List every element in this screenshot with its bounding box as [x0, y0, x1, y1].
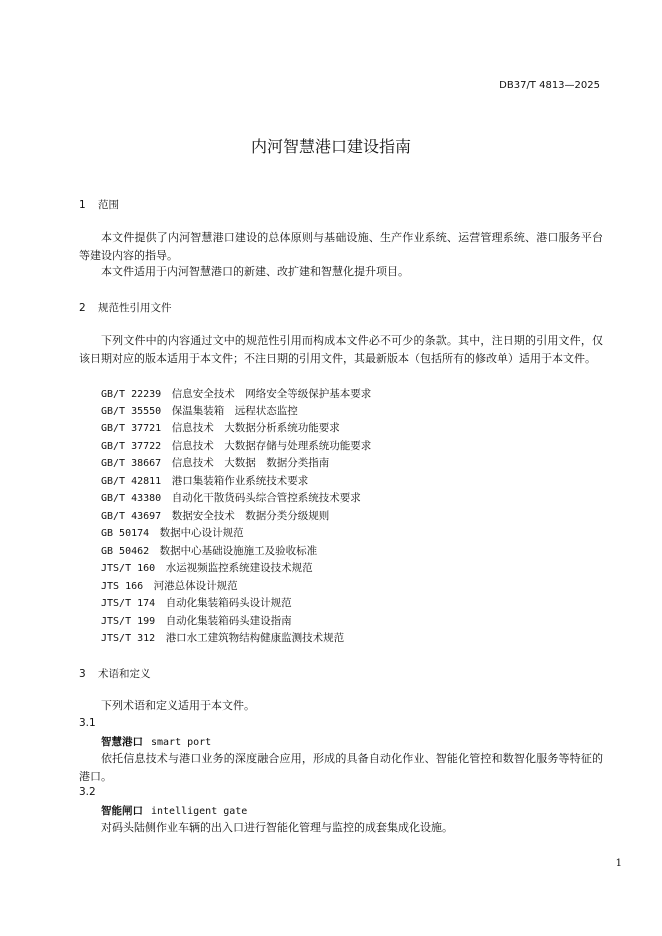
reference-title: 信息安全技术 网络安全等级保护基本要求 [171, 388, 372, 400]
reference-title: 自动化集装箱码头设计规范 [165, 597, 292, 609]
terms-intro-paragraph: 下列术语和定义适用于本文件。 [101, 699, 255, 712]
reference-title: 保温集装箱 远程状态监控 [171, 405, 298, 417]
reference-code: GB 50462 [101, 546, 150, 557]
reference-title: 水运视频监控系统建设技术规范 [165, 562, 313, 574]
reference-title: 河港总体设计规范 [153, 580, 238, 592]
reference-code: JTS 166 [101, 581, 144, 592]
section-number: 1 [79, 199, 86, 211]
reference-code: GB/T 43697 [101, 511, 162, 522]
term-definition: 依托信息技术与港口业务的深度融合应用，形成的具备自动化作业、智能化管控和数智化服务等特征的港口。 [79, 752, 603, 783]
section-number: 2 [79, 302, 86, 314]
reference-item [101, 613, 292, 628]
reference-title: 港口水工建筑物结构健康监测技术规范 [165, 632, 345, 644]
document-title: 内河智慧港口建设指南 [250, 137, 411, 156]
section-number: 3 [79, 668, 86, 680]
reference-item [101, 473, 308, 488]
term-chinese: 智能闸口 [101, 805, 143, 817]
term-name [101, 803, 247, 818]
reference-code: JTS/T 199 [101, 616, 156, 627]
reference-item [101, 386, 371, 401]
reference-title: 港口集装箱作业系统技术要求 [171, 475, 309, 487]
reference-code: GB/T 37721 [101, 423, 162, 434]
reference-code: GB/T 22239 [101, 389, 162, 400]
reference-title: 数据中心基础设施施工及验收标准 [159, 545, 318, 557]
reference-item [101, 455, 329, 470]
reference-title: 数据安全技术 数据分类分级规则 [171, 510, 330, 522]
reference-code: GB 50174 [101, 528, 150, 539]
reference-item [101, 438, 371, 453]
reference-item [101, 560, 313, 575]
reference-code: GB/T 35550 [101, 406, 162, 417]
reference-code: JTS/T 160 [101, 563, 156, 574]
reference-item [101, 543, 317, 558]
reference-title: 自动化集装箱码头建设指南 [165, 615, 292, 627]
reference-code: GB/T 43380 [101, 493, 162, 504]
section-heading-scope [79, 197, 119, 212]
reference-code: GB/T 38667 [101, 458, 162, 469]
reference-item [101, 403, 298, 418]
reference-item [101, 595, 292, 610]
references-paragraph: 下列文件中的内容通过文中的规范性引用而构成本文件必不可少的条款。其中，注日期的引用文件，仅该日期对应的版本适用于本文件；不注日期的引用文件，其最新版本（包括所有的修改单）适用于本文件。 [79, 334, 603, 365]
reference-title: 自动化干散货码头综合管控系统技术要求 [171, 492, 361, 504]
document-number: DB37/T 4813—2025 [499, 80, 600, 91]
reference-title: 数据中心设计规范 [159, 527, 244, 539]
term-chinese: 智慧港口 [101, 736, 143, 748]
scope-paragraph-2: 本文件适用于内河智慧港口的新建、改扩建和智慧化提升项目。 [101, 265, 409, 278]
reference-item [101, 578, 238, 593]
reference-code: GB/T 37722 [101, 441, 162, 452]
section-title: 术语和定义 [98, 668, 151, 680]
page-number: 1 [615, 858, 622, 869]
reference-item [101, 525, 244, 540]
section-title: 规范性引用文件 [98, 302, 172, 314]
scope-paragraph-1: 本文件提供了内河智慧港口建设的总体原则与基础设施、生产作业系统、运营管理系统、港口服务平台等建设内容的指导。 [79, 231, 603, 262]
section-heading-terms [79, 666, 151, 681]
reference-code: GB/T 42811 [101, 476, 162, 487]
reference-item [101, 630, 344, 645]
term-definition: 对码头陆侧作业车辆的出入口进行智能化管理与监控的成套集成化设施。 [101, 821, 453, 834]
term-english: intelligent gate [151, 806, 248, 817]
reference-item [101, 490, 361, 505]
term-number: 3.2 [79, 786, 96, 798]
reference-item [101, 508, 329, 523]
reference-title: 信息技术 大数据 数据分类指南 [171, 457, 330, 469]
term-name [101, 734, 211, 749]
term-number: 3.1 [79, 717, 96, 729]
reference-title: 信息技术 大数据分析系统功能要求 [171, 422, 340, 434]
section-title: 范围 [98, 199, 119, 211]
term-english: smart port [151, 737, 212, 748]
section-heading-references [79, 300, 172, 315]
reference-code: JTS/T 312 [101, 633, 156, 644]
reference-title: 信息技术 大数据存储与处理系统功能要求 [171, 440, 372, 452]
reference-item [101, 420, 340, 435]
reference-code: JTS/T 174 [101, 598, 156, 609]
